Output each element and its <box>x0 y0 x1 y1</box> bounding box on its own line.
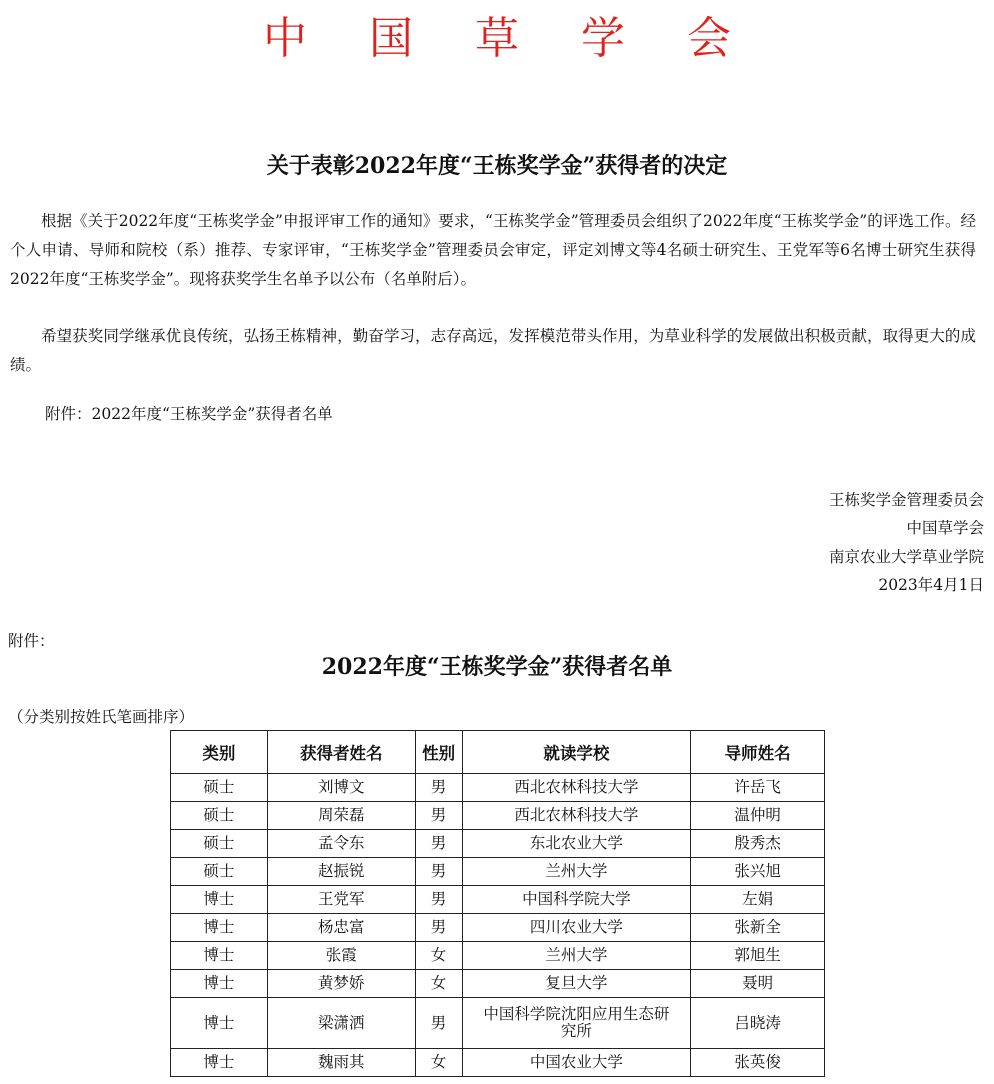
table-cell: 殷秀杰 <box>691 830 825 858</box>
table-cell: 张霞 <box>267 942 415 970</box>
table-cell: 博士 <box>171 886 268 914</box>
table-cell: 女 <box>415 970 462 998</box>
table-cell: 硕士 <box>171 774 268 802</box>
table-row <box>171 970 825 998</box>
table-cell: 硕士 <box>171 830 268 858</box>
attachment-note: 附件：2022年度“王栋奖学金”获得者名单 <box>45 405 333 423</box>
table-row <box>171 802 825 830</box>
table-cell: 张兴旭 <box>691 858 825 886</box>
table-row <box>171 942 825 970</box>
table-cell: 温仲明 <box>691 802 825 830</box>
column-header: 获得者姓名 <box>267 731 415 774</box>
table-cell: 中国农业大学 <box>462 1049 691 1077</box>
table-cell: 博士 <box>171 942 268 970</box>
table-row <box>171 914 825 942</box>
table-cell: 四川农业大学 <box>462 914 691 942</box>
table-cell: 硕士 <box>171 802 268 830</box>
attachment-label: 附件： <box>8 632 55 650</box>
table-cell: 男 <box>415 858 462 886</box>
table-row <box>171 886 825 914</box>
table-cell: 兰州大学 <box>462 858 691 886</box>
table-cell: 周荣磊 <box>267 802 415 830</box>
table-cell: 男 <box>415 802 462 830</box>
table-cell: 梁潇洒 <box>267 998 415 1049</box>
column-header: 性别 <box>415 731 462 774</box>
signature-college: 南京农业大学草业学院 <box>828 548 984 566</box>
table-cell: 孟令东 <box>267 830 415 858</box>
column-header: 类别 <box>171 731 268 774</box>
signature-date: 2023年4月1日 <box>878 576 984 594</box>
table-cell: 中国科学院沈阳应用生态研究所 <box>462 998 691 1049</box>
table-cell: 东北农业大学 <box>462 830 691 858</box>
table-cell: 聂明 <box>691 970 825 998</box>
table-cell: 王党军 <box>267 886 415 914</box>
table-row <box>171 1049 825 1077</box>
table-row <box>171 858 825 886</box>
sort-note: （分类别按姓氏笔画排序） <box>8 708 195 726</box>
table-cell: 女 <box>415 942 462 970</box>
table-cell: 张英俊 <box>691 1049 825 1077</box>
table-cell: 魏雨其 <box>267 1049 415 1077</box>
table-row <box>171 774 825 802</box>
table-cell: 刘博文 <box>267 774 415 802</box>
table-cell: 兰州大学 <box>462 942 691 970</box>
table-header-row <box>171 731 825 774</box>
table-cell: 复旦大学 <box>462 970 691 998</box>
table-cell: 郭旭生 <box>691 942 825 970</box>
table-cell: 男 <box>415 774 462 802</box>
awardees-table <box>170 730 825 1077</box>
table-cell: 赵振锐 <box>267 858 415 886</box>
table-cell: 博士 <box>171 970 268 998</box>
table-cell: 杨忠富 <box>267 914 415 942</box>
column-header: 就读学校 <box>462 731 691 774</box>
table-cell: 西北农林科技大学 <box>462 774 691 802</box>
table-cell: 女 <box>415 1049 462 1077</box>
table-cell: 男 <box>415 914 462 942</box>
table-row <box>171 998 825 1049</box>
table-cell: 男 <box>415 830 462 858</box>
table-cell: 男 <box>415 886 462 914</box>
table-cell: 中国科学院大学 <box>462 886 691 914</box>
table-cell: 许岳飞 <box>691 774 825 802</box>
table-cell: 西北农林科技大学 <box>462 802 691 830</box>
table-cell: 张新全 <box>691 914 825 942</box>
document-title: 关于表彰2022年度“王栋奖学金”获得者的决定 <box>266 153 728 179</box>
organization-title: 中国草学会 <box>263 13 793 64</box>
list-title: 2022年度“王栋奖学金”获得者名单 <box>321 654 673 680</box>
signature-committee: 王栋奖学金管理委员会 <box>828 491 984 509</box>
table-cell: 博士 <box>171 998 268 1049</box>
body-paragraph-2: 希望获奖同学继承优良传统，弘扬王栋精神，勤奋学习，志存高远，发挥模范带头作用，为草业科学的发展做出积极贡献，取得更大的成绩。 <box>10 327 976 374</box>
table-cell: 博士 <box>171 1049 268 1077</box>
signature-society: 中国草学会 <box>906 519 984 537</box>
table-cell: 硕士 <box>171 858 268 886</box>
column-header: 导师姓名 <box>691 731 825 774</box>
body-paragraph-1: 根据《关于2022年度“王栋奖学金”申报评审工作的通知》要求，“王栋奖学金”管理委员会组织了2022年度“王栋奖学金”的评选工作。经个人申请、导师和院校（系）推荐、专家评审，“王栋奖学金”管理委员会审定，评定刘博文等4名硕士研究生、王党军等6名博士研究生获得2022年度“王栋奖学金”。现将获奖学生名单予以公布（名单附后）。 <box>10 212 976 288</box>
table-cell: 男 <box>415 998 462 1049</box>
table-row <box>171 830 825 858</box>
table-cell: 左娟 <box>691 886 825 914</box>
table-cell: 博士 <box>171 914 268 942</box>
table-cell: 黄梦娇 <box>267 970 415 998</box>
table-cell: 吕晓涛 <box>691 998 825 1049</box>
